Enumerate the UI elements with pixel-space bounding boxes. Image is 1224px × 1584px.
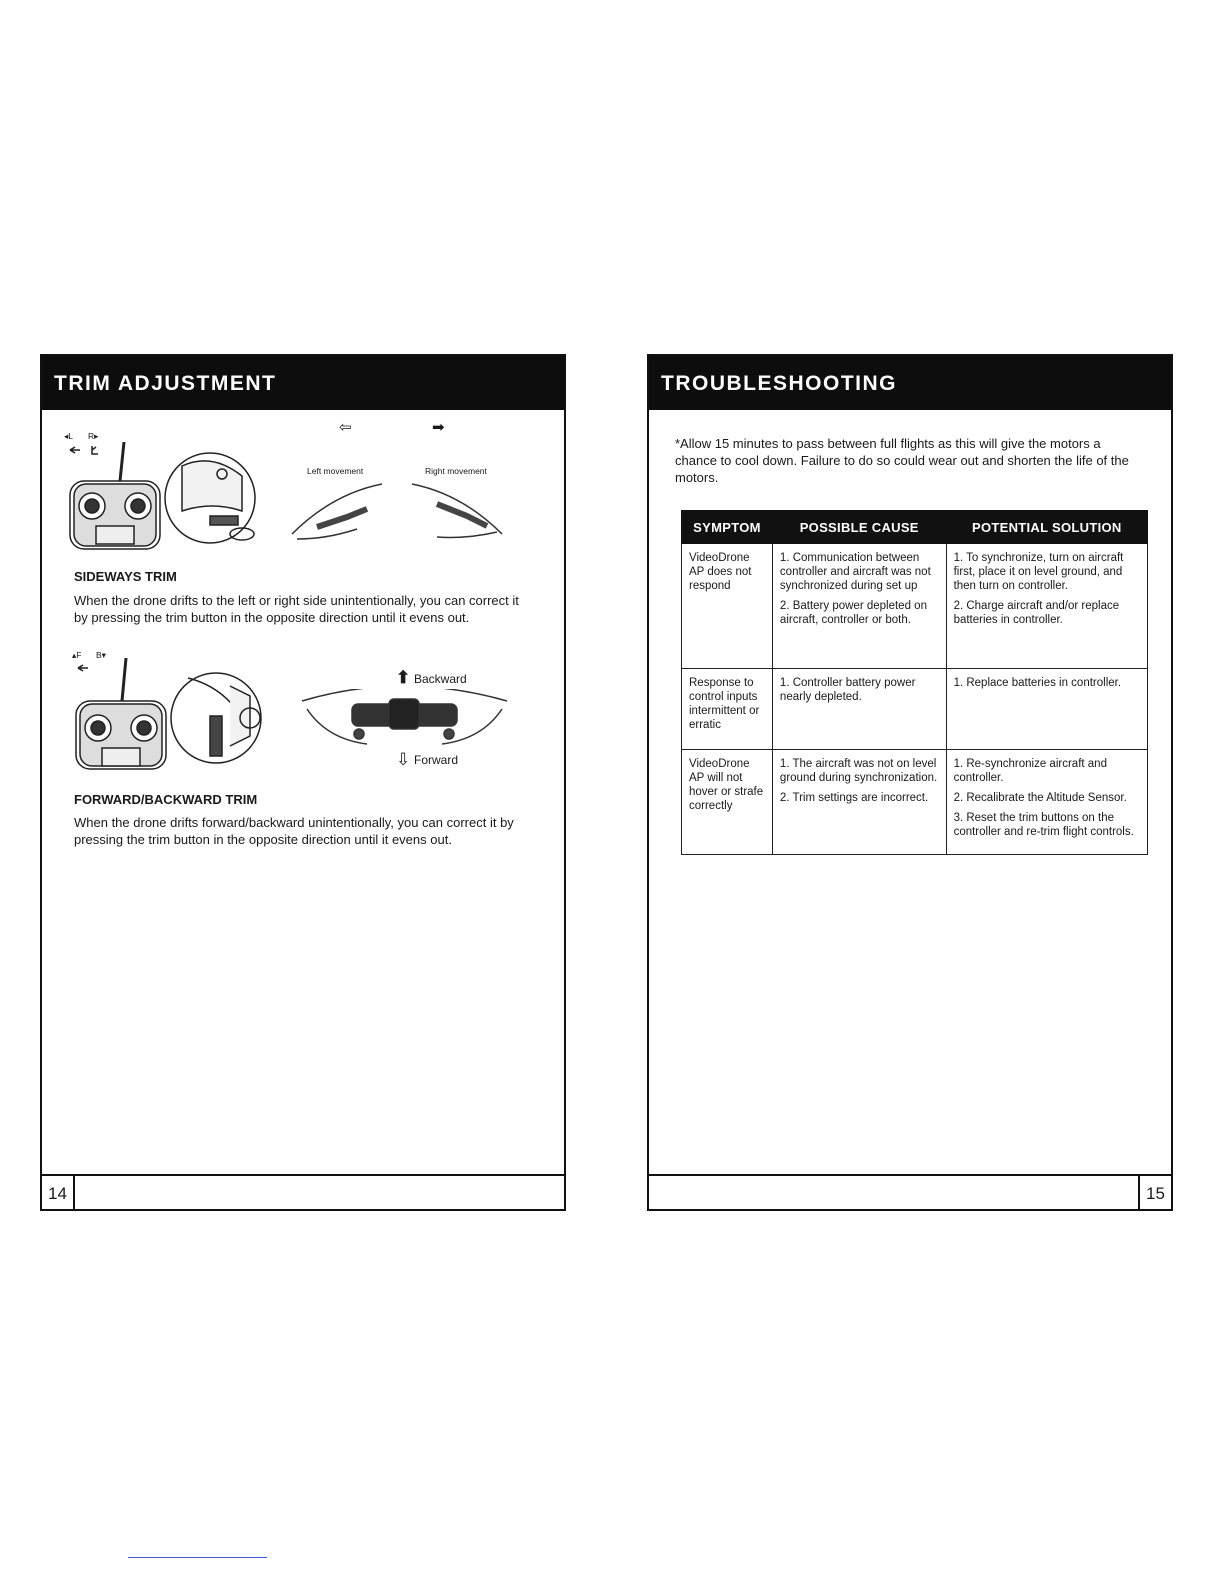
right-arrow-icon: ➡ [432, 419, 445, 436]
left-movement-label: Left movement [307, 466, 364, 476]
down-arrow-icon: ⇩ [396, 750, 411, 769]
symptom-cell: Response to control inputs intermittent or erratic [682, 669, 773, 750]
trim-right-label: R▸ [88, 431, 99, 441]
solution-cell [946, 544, 1147, 669]
right-movement-label: Right movement [425, 466, 487, 476]
cause-item: 1. The aircraft was not on level ground during synchronization. [779, 758, 938, 784]
cause-item: 1. Controller battery power nearly depleted. [779, 677, 916, 703]
controller-sideways-trim-illustration [62, 436, 262, 556]
forward-backward-trim-title: FORWARD/BACKWARD TRIM [74, 792, 258, 807]
cause-item: 1. Communication between controller and aircraft was not synchronized during set up [779, 552, 931, 592]
trim-backward-label: B▾ [96, 650, 106, 660]
solution-cell [946, 750, 1147, 855]
sideways-trim-text: When the drone drifts to the left or right side unintentionally, you can correct it by pressing the trim button in the opposite direction until it evens out. [74, 593, 519, 625]
cause-cell [772, 669, 946, 750]
drone-top-illustration [297, 689, 512, 749]
symptom-cell: VideoDrone AP does not respond [682, 544, 773, 669]
drone-tilt-illustration [287, 479, 507, 544]
cause-item: 2. Trim settings are incorrect. [779, 792, 929, 804]
solution-cell [946, 669, 1147, 750]
troubleshooting-table [681, 510, 1148, 855]
forward-label: Forward [414, 753, 459, 767]
table-row [682, 750, 1148, 855]
table-row [682, 544, 1148, 669]
symptom-cell: VideoDrone AP will not hover or strafe correctly [682, 750, 773, 855]
sideways-trim-title: SIDEWAYS TRIM [74, 569, 177, 584]
solution-item: 1. Replace batteries in controller. [953, 677, 1122, 689]
page-header: TRIM ADJUSTMENT [42, 356, 564, 410]
solution-item: 1. To synchronize, turn on aircraft first, place it on level ground, and then turn on controller. [953, 552, 1124, 592]
symptom-header: SYMPTOM [682, 511, 773, 544]
forward-backward-trim-text: When the drone drifts forward/backward unintentionally, you can correct it by pressing the trim button in the opposite direction until it evens out. [74, 815, 514, 847]
backward-label: Backward [414, 672, 467, 686]
page-header: TROUBLESHOOTING [649, 356, 1171, 410]
troubleshooting-intro: *Allow 15 minutes to pass between full flights as this will give the motors a chance to cool down. Failure to do so could wear out and shorten the life of the motors. [675, 436, 1129, 485]
trim-forward-label: ▴F [72, 650, 82, 660]
solution-item: 2. Charge aircraft and/or replace batteries in controller. [953, 600, 1120, 626]
cause-cell [772, 544, 946, 669]
trim-left-label: ◂L [64, 431, 73, 441]
cause-cell [772, 750, 946, 855]
page-footer [42, 1174, 564, 1209]
solution-item: 3. Reset the trim buttons on the controller and re-trim flight controls. [953, 812, 1134, 838]
controller-forward-trim-illustration [70, 656, 270, 776]
page-14 [40, 354, 566, 1211]
possible-cause-header: POSSIBLE CAUSE [772, 511, 946, 544]
page-15 [647, 354, 1173, 1211]
page-number: 14 [42, 1176, 75, 1209]
left-arrow-icon: ⇦ [339, 419, 352, 436]
up-arrow-icon: ⬆ [396, 668, 411, 687]
page-footer [649, 1174, 1171, 1209]
table-header-row [682, 511, 1148, 544]
solution-item: 1. Re-synchronize aircraft and controller. [953, 758, 1107, 784]
cause-item: 2. Battery power depleted on aircraft, controller or both. [779, 600, 927, 626]
table-row [682, 669, 1148, 750]
solution-item: 2. Recalibrate the Altitude Sensor. [953, 792, 1127, 804]
page-number: 15 [1138, 1176, 1171, 1209]
divider-line [128, 1557, 267, 1558]
potential-solution-header: POTENTIAL SOLUTION [946, 511, 1147, 544]
